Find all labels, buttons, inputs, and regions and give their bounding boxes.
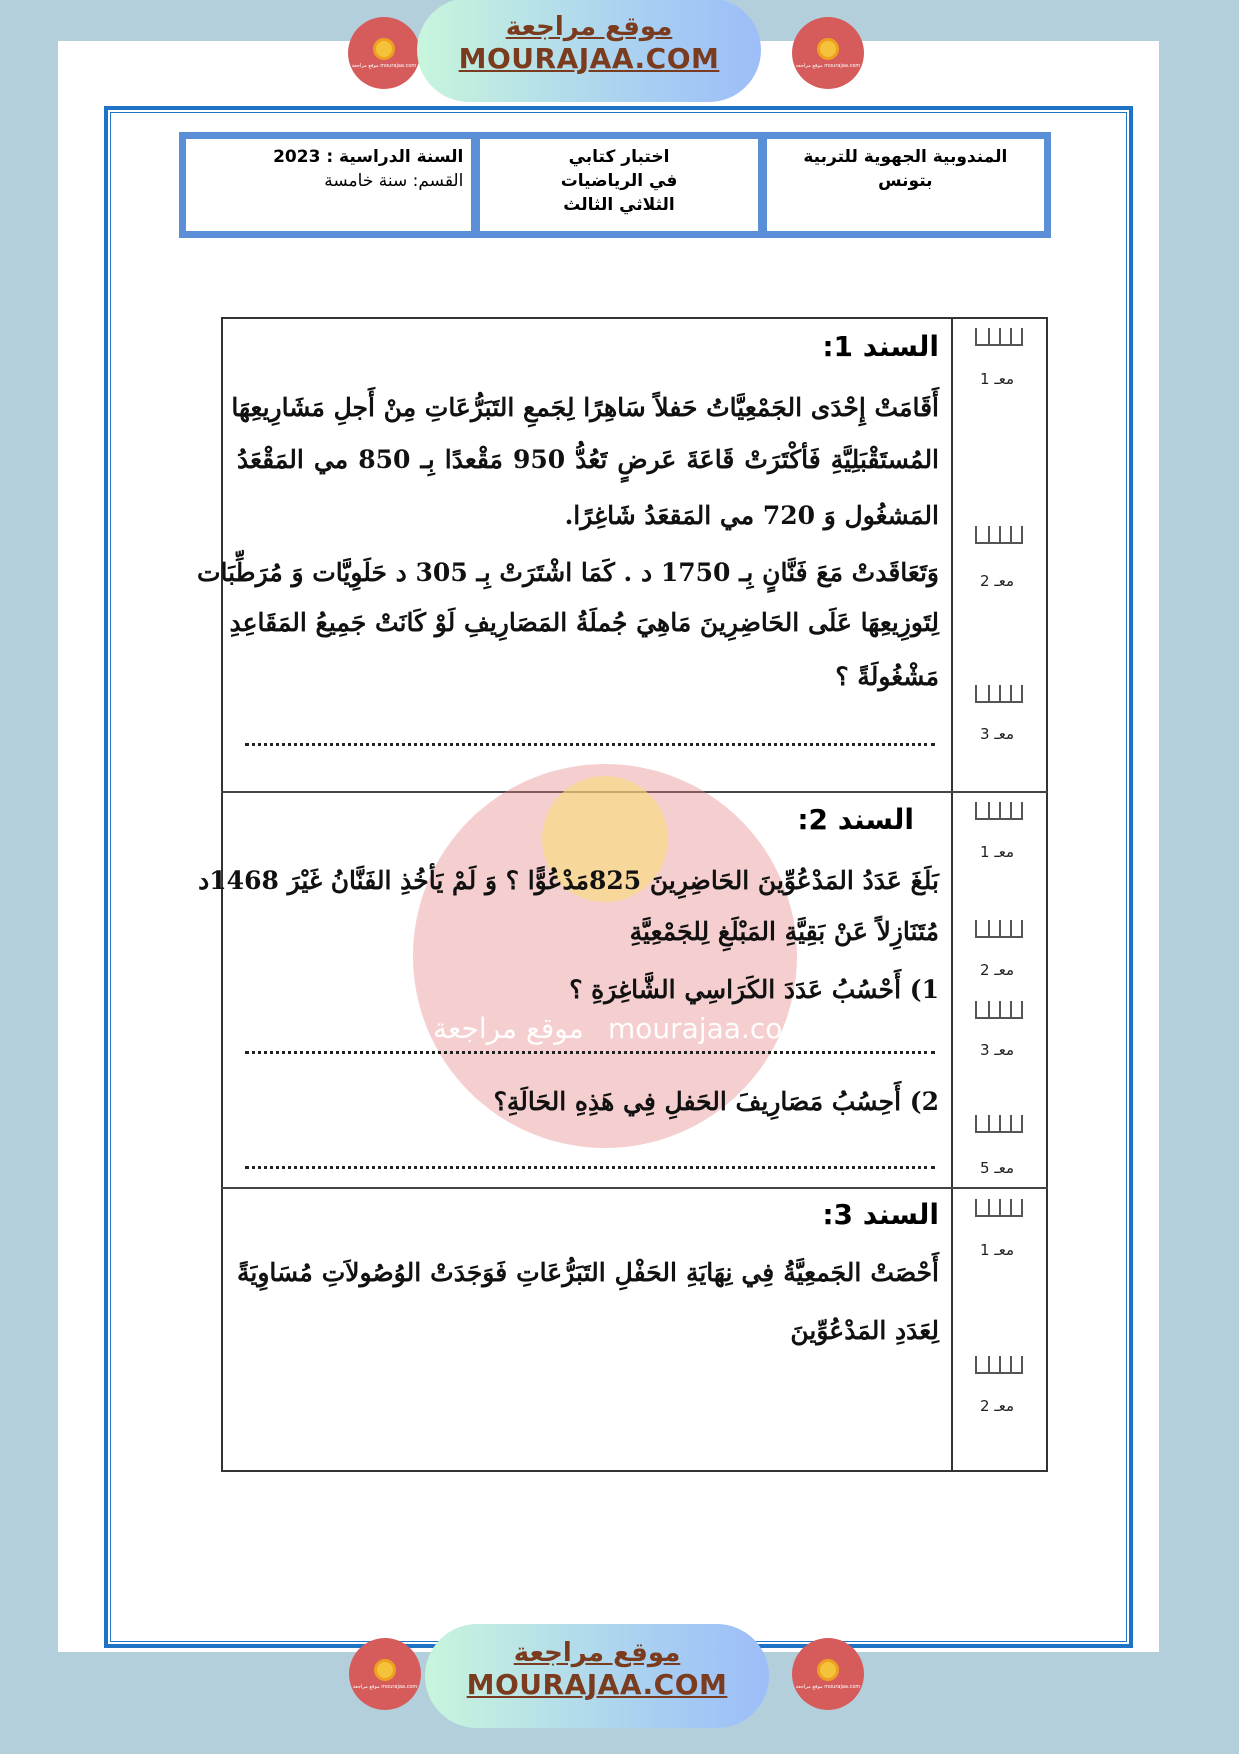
logo-text: موقع مراجعة mourajaa.com (795, 1683, 861, 1690)
section-3-title: السند 3: (822, 1198, 939, 1231)
header-line: الثلاثي الثالث (563, 195, 675, 215)
criterion-label: معـ 1 (980, 1241, 1014, 1259)
grading-boxes (975, 920, 1023, 938)
watermark-arabic: موقع مراجعة (433, 1012, 584, 1045)
answer-line[interactable] (245, 1050, 935, 1054)
logo-text: موقع مراجعة mourajaa.com (352, 1683, 418, 1690)
grading-boxes (975, 802, 1023, 820)
criterion-label: معـ 3 (980, 725, 1014, 743)
grading-boxes (975, 1115, 1023, 1133)
header-line: بتونس (878, 171, 933, 191)
section-2-title: السند 2: (797, 803, 914, 836)
grading-boxes (975, 328, 1023, 346)
section-3-line: لِعَدَدِ المَدْعُوِّينَ (790, 1316, 939, 1345)
header-year-class (184, 137, 473, 233)
banner-site: MOURAJAA.COM (458, 42, 720, 75)
header-exam-title (478, 137, 759, 233)
section-2-line: بَلَغَ عَدَدُ المَدْعُوِّينَ الحَاضِرِينَ 825مَدْعُوًّا ؟ وَ لَمْ يَأخُذِ الفَنَّانُ غَيْرَ 1468د (198, 866, 939, 895)
logo-text: موقع مراجعة mourajaa.com (351, 62, 417, 69)
criterion-label: معـ 5 (980, 1159, 1014, 1177)
criterion-label: معـ 1 (980, 843, 1014, 861)
banner-arabic: موقع مراجعة (505, 12, 673, 42)
section-2-line: مُتَنَازِلاً عَنْ بَقِيَّةِ المَبْلَغِ لِلجَمْعِيَّةِ (629, 917, 939, 946)
section-divider (221, 1187, 1048, 1189)
book-icon (373, 38, 395, 60)
logo-text: موقع مراجعة mourajaa.com (795, 62, 861, 69)
header-line: القسم: سنة خامسة (324, 171, 464, 191)
criterion-label: معـ 3 (980, 1041, 1014, 1059)
exam-header-table (179, 132, 1051, 238)
section-1-line: المَشغُول وَ 720 مي المَقعَدُ شَاغِرًا. (564, 501, 939, 530)
grading-boxes (975, 685, 1023, 703)
header-directorate (765, 137, 1046, 233)
criterion-label: معـ 2 (980, 572, 1014, 590)
margin-divider (951, 317, 953, 1472)
header-line: المندوبية الجهوية للتربية (803, 147, 1008, 167)
book-icon (817, 38, 839, 60)
section-1-line: المُستَقْبَلِيَّةِ فَأكْتَرَتْ قَاعَةَ عَرضٍ تَعُدُّ 950 مَقْعدًا بِـ 850 مي المَقْعَدُ (237, 445, 940, 474)
question-2: 2) أَحِسُبُ مَصَارِيفَ الحَفلِ فِي هَذِهِ الحَالَةِ؟ (493, 1087, 939, 1116)
section-1-line: مَشْغُولَةً ؟ (835, 662, 939, 691)
watermark-site: mourajaa.com (608, 1012, 810, 1045)
section-1-title: السند 1: (822, 330, 939, 363)
criterion-label: معـ 2 (980, 961, 1014, 979)
header-line: في الرياضيات (560, 171, 678, 191)
section-1-line: لِتَوزِيعِهَا عَلَى الحَاضِرِينَ مَاهِيَ جُملَةُ المَصَارِيفِ لَوْ كَانَتْ جَمِيعُ المَقَاعِدِ (229, 608, 939, 637)
header-line: السنة الدراسية : 2023 (273, 147, 464, 167)
site-logo-left-bottom[interactable] (349, 1638, 421, 1710)
answer-line[interactable] (245, 1165, 935, 1169)
question-1: 1) أَحْسُبُ عَدَدَ الكَرَاسِي الشَّاغِرَةِ ؟ (569, 975, 939, 1004)
banner-arabic: موقع مراجعة (513, 1638, 681, 1668)
section-1-line: أَقَامَتْ إِحْدَى الجَمْعِيَّاتُ حَفلاً سَاهِرًا لِجَمعِ التَبَرُّعَاتِ مِنْ أَجلِ مَشَارِيعِهَا (231, 393, 939, 422)
site-banner-bottom[interactable] (425, 1624, 769, 1728)
site-banner-top[interactable] (417, 0, 761, 102)
criterion-label: معـ 1 (980, 370, 1014, 388)
answer-line[interactable] (245, 742, 935, 746)
section-1-line: وَتَعَاقَدتْ مَعَ فَنَّانٍ بِـ 1750 د . كَمَا اشْتَرَتْ بِـ 305 د حَلَوِيَّات وَ مُرَطِّبَات (196, 558, 939, 587)
book-icon (817, 1659, 839, 1681)
section-3-line: أَحْصَتْ الجَمعِيَّةُ فِي نِهَايَةِ الحَفْلِ التَبَرُّعَاتِ فَوَجَدَتْ الوُصُولاَتِ مُسَاوِيَةً (237, 1258, 939, 1287)
site-logo-left-top[interactable] (348, 17, 420, 89)
site-logo-right-bottom[interactable] (792, 1638, 864, 1710)
header-line: اختبار كتابي (568, 147, 670, 167)
criterion-label: معـ 2 (980, 1397, 1014, 1415)
banner-site: MOURAJAA.COM (466, 1668, 728, 1701)
site-logo-right-top[interactable] (792, 17, 864, 89)
grading-boxes (975, 1001, 1023, 1019)
grading-boxes (975, 1356, 1023, 1374)
grading-boxes (975, 1199, 1023, 1217)
grading-boxes (975, 526, 1023, 544)
book-icon (374, 1659, 396, 1681)
